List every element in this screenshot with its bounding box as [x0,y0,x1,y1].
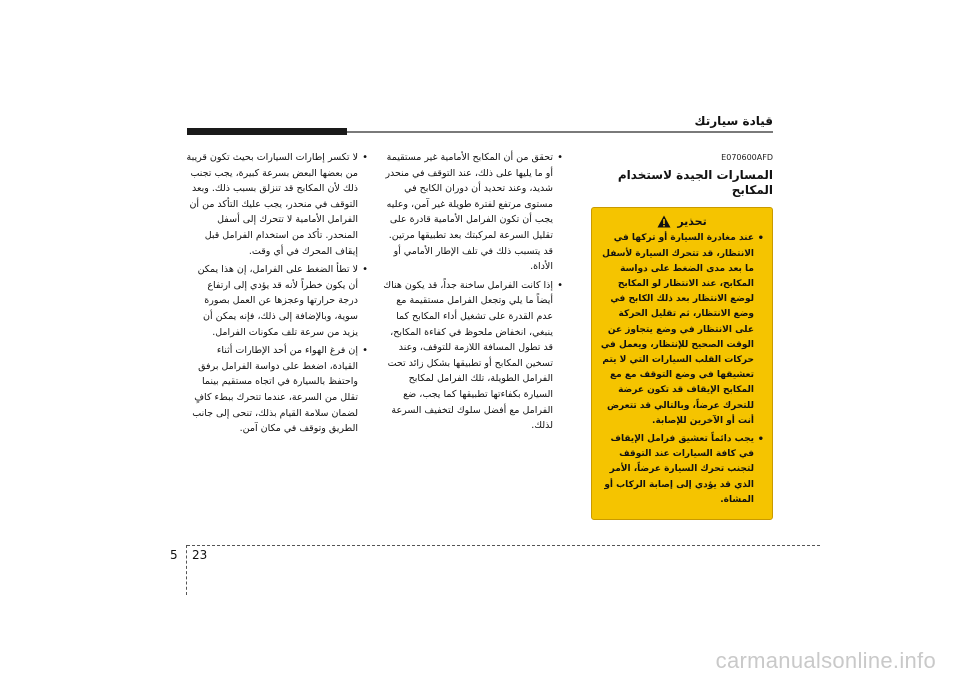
list-item: • تحقق من أن المكابح الأمامية غير مستقيمة أو ما يليها على ذلك، عند التوقف في منحدر شديد، وعند تحديد أن دوران الكابح في مستوى مرتفع لفترة طويلة غير آمن، وعليه يجب أن تكون الفرامل الأمامية قادرة على تقليل السرعة لمركبتك بعد تطبيقها مرتين. قد يتسبب ذلك في تلف الإطار الأمامي أو الأداة. [378,150,563,275]
page-number: 23 [192,548,208,562]
column-right [593,150,773,520]
page-header-title: قيادة سيارتك [694,114,773,128]
warning-item: • يجب دائماً تعشيق فرامل الإيقاف في كافة السيارات عند التوقف لتجنب تحرك السيارة عرضاً، الأمر الذي قد يؤدي إلى إصابة الركاب أو المشاة. [600,432,764,508]
warning-label: تحذير [677,214,707,228]
warning-item: • عند مغادرة السيارة أو تركها في الانتظار، قد تتحرك السيارة لأسفل ما بعد مدى الضغط على دواسة المكابح، عند الانتظار لو المكابح لوضع الانتظار بعد ذلك الكابح في وضع الانتظار، ثم تقليل الحركة على الانتظار في وضع يتجاوز عن الوقت الصحيح للإنتظار، ويعمل في حركات القلب السيارات التي لا يتم تعشيقها في وضع التوقف مع مع المكابح الإيقاف قد تكون عرضة للتحرك عرضاً، وبالتالي قد تتعرض أنت أو الآخرين للإصابة. [600,231,764,429]
warning-header [600,214,764,230]
column-left [186,150,368,440]
column-middle [378,150,563,437]
middle-bullet-list [378,150,563,434]
list-item: • لا تكسر إطارات السيارات بحيث تكون قريبة من بعضها البعض بسرعة كبيرة، يجب تجنب ذلك لأن المكابح قد تنزلق بسبب ذلك. وبعد التوقف في منحدر، يجب عليك التأكد من أن الفرامل الأمامية لا تتحرك إلى أسفل المنحدر. تأكد من استخدام الفرامل قبل إيقاف المحرك في أي وقت. [186,150,368,259]
list-item: • لا تطأ الضغط على الفرامل، إن هذا يمكن أن يكون خطراً لأنه قد يؤدي إلى ارتفاع درجة حرارتها وعجزها عن العمل بصورة سوية، وبالإضافة إلى ذلك، فإنه يمكن أن يزيد من سرعة تلف مكونات الفرامل. [186,262,368,340]
footer-divider [187,545,820,546]
list-item: • إن فرغ الهواء من أحد الإطارات أثناء القيادة، اضغط على دواسة الفرامل برفق واحتفظ بالسيارة في اتجاه مستقيم بينما تقلل من السرعة، عندما تتحرك ببطء كافٍ لضمان سلامة القيام بذلك، تنحى إلى جانب الطريق وتوقف في مكان آمن. [186,343,368,437]
list-item: • إذا كانت الفرامل ساخنة جداً، قد يكون هناك أيضاً ما يلي وتجعل الفرامل مستقيمة مع عدم القدرة على تشغيل أداء المكابح كما ينبغي، انخفاض ملحوظ في كفاءة المكابح، قد تطول المسافة اللازمة للتوقف، وعند تسخين المكابح أو تطبيقها بشكل زائد تحت الفرامل الطويلة، تلك الفرامل لمكابح السيارة بكفاءتها تطبيقها كما يجب، ضع الفرامل مع أفضل سلوك لتخفيف السرعة لذلك. [378,278,563,434]
section-title: المسارات الجيدة لاستخدام المكابح [617,167,773,198]
chapter-number: 5 [170,548,178,562]
section-code: E070600AFD [721,153,773,162]
left-bullet-list [186,150,368,437]
warning-triangle-icon [657,215,671,228]
warning-list [600,231,764,508]
watermark: carmanualsonline.info [715,648,936,673]
header-divider-accent [187,128,347,135]
footer-vertical-divider [186,545,187,595]
warning-box [591,207,773,520]
